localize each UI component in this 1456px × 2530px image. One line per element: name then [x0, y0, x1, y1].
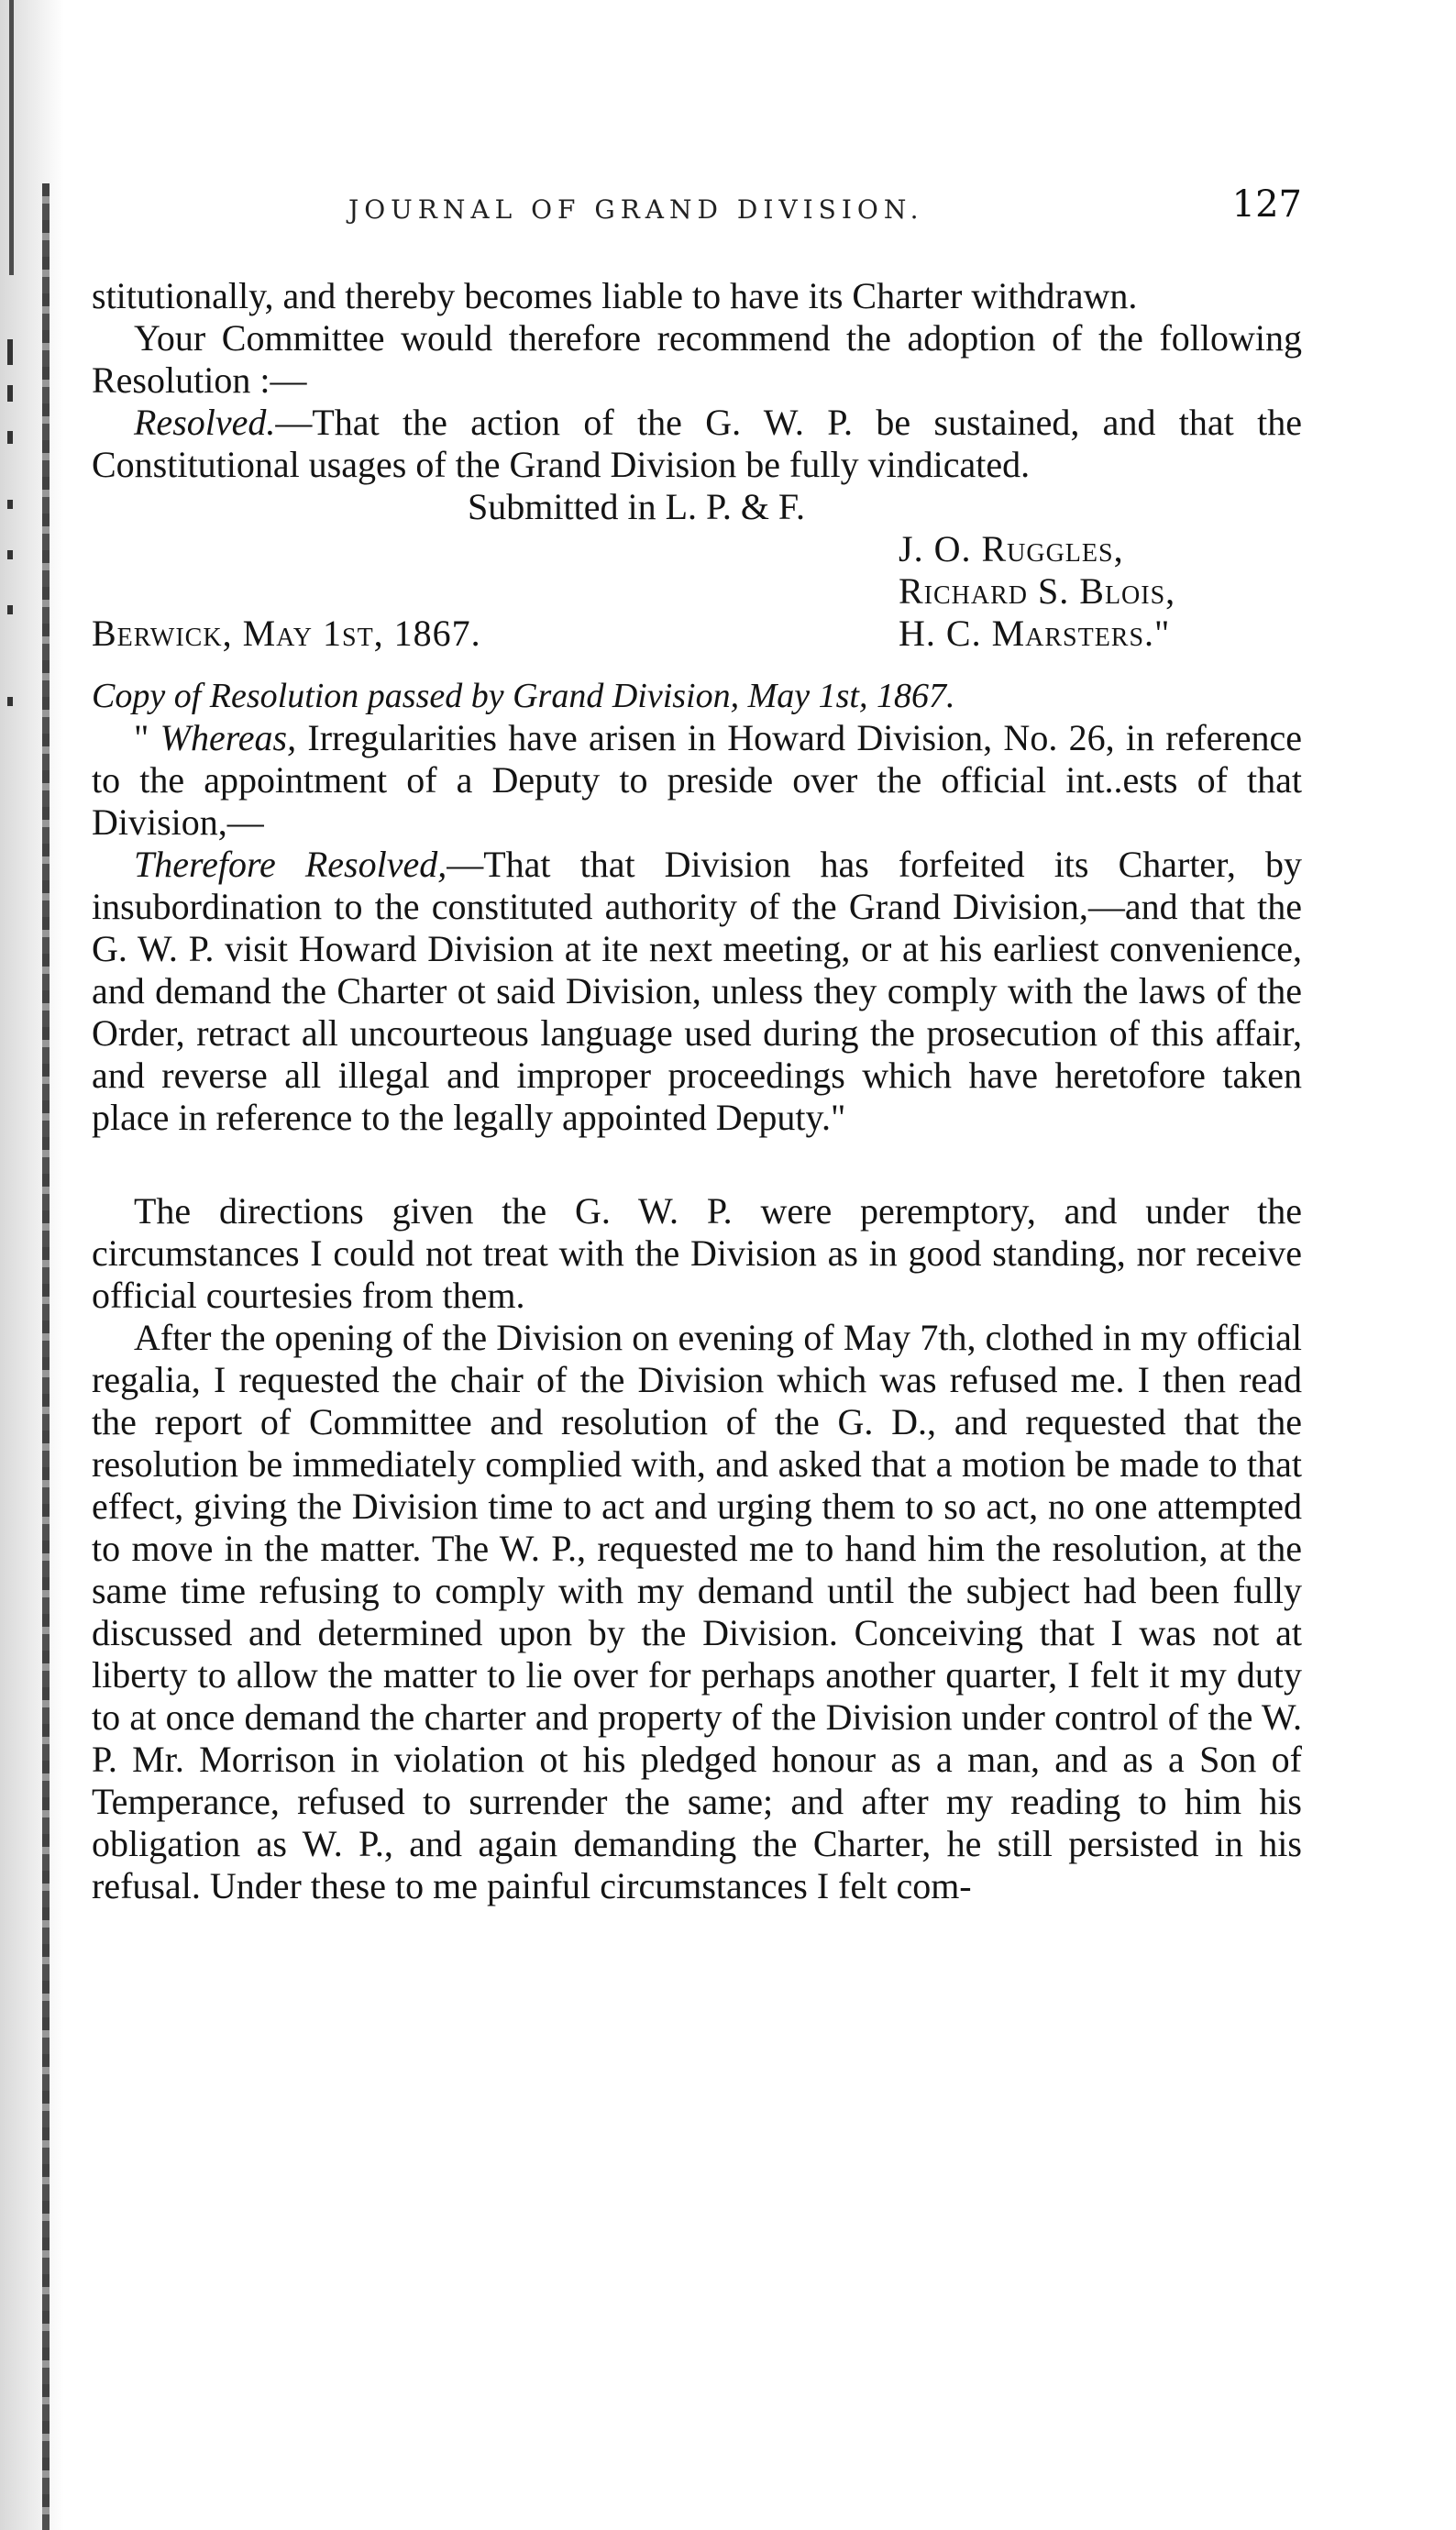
margin-mark: [7, 385, 13, 402]
running-head: JOURNAL OF GRAND DIVISION.: [348, 194, 924, 225]
margin-mark: [7, 500, 13, 509]
binding-edge: [0, 0, 64, 2530]
page-number: 127: [1231, 183, 1302, 226]
resolved-text: —That the action of the G. W. P. be sustained, and that the Constitutional usages of the Grand Division be fully vindicated.: [92, 402, 1302, 485]
resolution-heading: Copy of Resolution passed by Grand Division, May 1st, 1867.: [92, 677, 955, 715]
page-header: [348, 183, 1302, 238]
report-paragraph-2: Your Committee would therefore recommend the adoption of the following Resolution :—: [92, 317, 1302, 401]
therefore-paragraph: [92, 844, 1302, 1139]
open-quote: ": [134, 717, 160, 758]
submitted-line: Submitted in L. P. & F.: [468, 486, 805, 527]
margin-mark: [7, 697, 13, 706]
therefore-label: Therefore Resolved,: [134, 844, 447, 885]
binding-line: [9, 0, 14, 275]
signatory: Richard S. Blois,: [899, 570, 1176, 612]
margin-mark: [7, 605, 13, 614]
section-gap: [92, 1139, 1302, 1190]
margin-mark: [7, 431, 13, 444]
whereas-text: Irregularities have arisen in Howard Division, No. 26, in reference to the appointment of a Deputy to preside over the official int..ests of that Division,—: [92, 717, 1303, 843]
binding-rule: [42, 183, 50, 2530]
place-date: Berwick, May 1st, 1867.: [92, 613, 481, 654]
page-body: [92, 275, 1302, 1907]
resolved-label: Resolved.: [134, 402, 276, 443]
resolved-paragraph: [92, 402, 1302, 486]
whereas-label: Whereas,: [160, 717, 297, 758]
signature-block: [92, 528, 1302, 675]
narrative-paragraph-1: The directions given the G. W. P. were peremptory, and under the circumstances I could not treat with the Division as in good standing, nor receive official courtesies from them.: [92, 1190, 1302, 1316]
margin-mark: [7, 550, 13, 559]
therefore-text: —That that Division has forfeited its Charter, by insubordination to the constituted authority of the Grand Division,—and that the G. W. P. visit Howard Division at ite next meeting, or at his earliest convenience, and demand the Charter ot said Division, unless they comply with the laws of the Order, retract all uncourteous language used during the prosecution of this affair, and reverse all illegal and improper proceedings which have heretofore taken place in reference to the legally appointed Deputy.": [92, 844, 1302, 1138]
margin-mark: [7, 339, 13, 365]
report-paragraph-1: stitutionally, and thereby becomes liable to have its Charter withdrawn.: [92, 275, 1138, 316]
narrative-paragraph-2: After the opening of the Division on evening of May 7th, clothed in my official regalia, I requested the chair of the Division which was refused me. I then read the report of Committee and resolution of the G. D., and requested that the resolution be immediately complied with, and asked that a motion be made to that effect, giving the Division time to act and urging them to so act, no one attempted to move in the matter. The W. P., requested me to hand him the resolution, at the same time refusing to comply with my demand until the subject had been fully discussed and determined upon by the Division. Conceiving that I was not at liberty to allow the matter to lie over for perhaps another quarter, I felt it my duty to at once demand the charter and property of the Division under control of the W. P. Mr. Morrison in violation ot his pledged honour as a man, and as a Son of Temperance, refused to surrender the same; and after my reading to him his obligation as W. P., and again demanding the Charter, he still persisted in his refusal. Under these to me painful circumstances I felt com-: [92, 1317, 1302, 1906]
whereas-paragraph: [92, 717, 1302, 844]
signatory: J. O. Ruggles,: [899, 528, 1124, 569]
signatories: [899, 528, 1320, 655]
signatory: H. C. Marsters.": [899, 613, 1171, 654]
